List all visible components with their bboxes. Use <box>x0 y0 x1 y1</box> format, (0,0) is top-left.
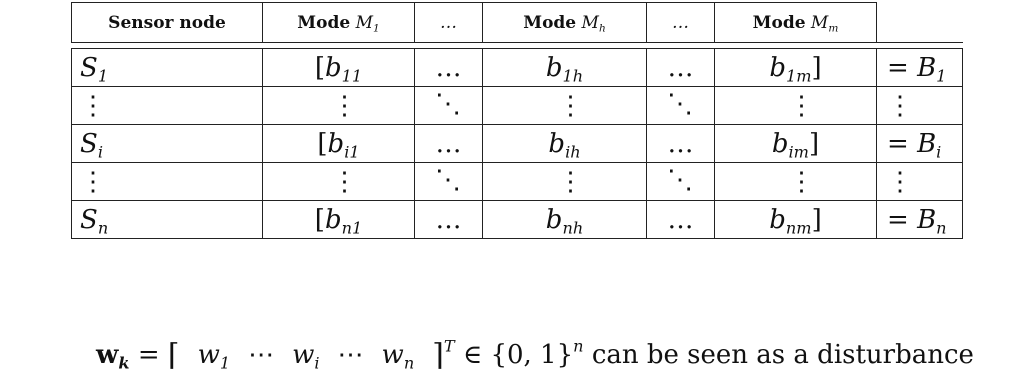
mode-m-cell <box>715 49 877 87</box>
eq-set: ∈ {0, 1}$^n$ <box>462 336 584 370</box>
entry-bh: $b_{ih}$ <box>548 128 581 162</box>
eq-entry: $w_1$ <box>197 340 231 373</box>
column-header: … <box>647 3 715 43</box>
eq-equals: = <box>137 340 160 370</box>
vdots-cell: ⋮ <box>483 87 647 125</box>
eq-entries <box>180 340 433 373</box>
table-row <box>72 163 963 201</box>
eq-transpose: T <box>443 336 455 356</box>
table-row <box>72 201 963 239</box>
vdots-cell: ⋮ <box>877 87 963 125</box>
table-header-row <box>72 3 963 43</box>
ddots-cell: ⋱ <box>647 163 715 201</box>
eq-entry: $w_n$ <box>381 340 415 373</box>
mode-1-cell <box>263 201 415 239</box>
vdots-cell: ⋮ <box>483 163 647 201</box>
table-row <box>72 87 963 125</box>
mode-h-cell <box>483 49 647 87</box>
table-row <box>72 125 963 163</box>
hdots-cell: … <box>415 49 483 87</box>
disturbance-equation <box>96 336 974 371</box>
eq-lhs-vector: $w_k$ <box>96 340 130 373</box>
vdots-cell: ⋮ <box>877 163 963 201</box>
column-header: Mode $M_m$ <box>715 3 877 43</box>
row-vector-label: = $B_1$ <box>887 52 947 86</box>
row-vector-label: = $B_i$ <box>887 128 942 162</box>
row-vector-cell <box>877 201 963 239</box>
hdots-cell: … <box>415 125 483 163</box>
column-header: Sensor node <box>72 3 263 43</box>
eq-entry: $w_i$ <box>292 340 320 373</box>
row-vector-cell <box>877 49 963 87</box>
vdots-cell: ⋮ <box>263 87 415 125</box>
left-bracket: ⌈ <box>167 338 180 373</box>
mode-m-cell <box>715 125 877 163</box>
mode-1-cell <box>263 125 415 163</box>
mode-h-cell <box>483 125 647 163</box>
right-bracket: ⌉ <box>432 338 444 373</box>
sensor-node-cell <box>72 201 263 239</box>
column-header: … <box>415 3 483 43</box>
mode-m-cell <box>715 201 877 239</box>
vdots-cell: ⋮ <box>72 87 263 125</box>
vdots-cell: ⋮ <box>715 163 877 201</box>
ddots-cell: ⋱ <box>647 87 715 125</box>
vdots-cell: ⋮ <box>263 163 415 201</box>
ddots-cell: ⋱ <box>415 163 483 201</box>
hdots-cell: … <box>415 201 483 239</box>
row-vector-cell <box>877 125 963 163</box>
entry-bm: $b_{im}$] <box>771 128 820 162</box>
entry-bh: $b_{nh}$ <box>545 204 584 238</box>
entry-b1: [$b_{i1}$ <box>317 128 360 162</box>
entry-b1: [$b_{n1}$ <box>314 204 363 238</box>
eq-entry: ⋯ <box>248 340 275 370</box>
column-header: Mode $M_1$ <box>263 3 415 43</box>
entry-bm: $b_{1m}$] <box>769 52 822 86</box>
vdots-cell: ⋮ <box>72 163 263 201</box>
table-row <box>72 49 963 87</box>
mode-h-cell <box>483 201 647 239</box>
sensor-node-label: $S_i$ <box>80 128 103 162</box>
eq-entry: ⋯ <box>337 340 364 370</box>
vdots-cell: ⋮ <box>715 87 877 125</box>
ddots-cell: ⋱ <box>415 87 483 125</box>
row-vector-label: = $B_n$ <box>887 204 947 238</box>
eq-trailing-text: can be seen as a disturbance <box>591 340 974 370</box>
hdots-cell: … <box>647 49 715 87</box>
hdots-cell: … <box>647 125 715 163</box>
hdots-cell: … <box>647 201 715 239</box>
entry-bh: $b_{1h}$ <box>545 52 584 86</box>
mode-1-cell <box>263 49 415 87</box>
header-blank <box>877 3 963 43</box>
entry-bm: $b_{nm}$] <box>769 204 822 238</box>
column-header: Mode $M_h$ <box>483 3 647 43</box>
sensor-node-cell <box>72 49 263 87</box>
entry-b1: [$b_{11}$ <box>314 52 363 86</box>
sensor-mode-table <box>71 2 963 239</box>
sensor-node-label: $S_1$ <box>80 52 109 86</box>
sensor-node-label: $S_n$ <box>80 204 109 238</box>
sensor-node-cell <box>72 125 263 163</box>
